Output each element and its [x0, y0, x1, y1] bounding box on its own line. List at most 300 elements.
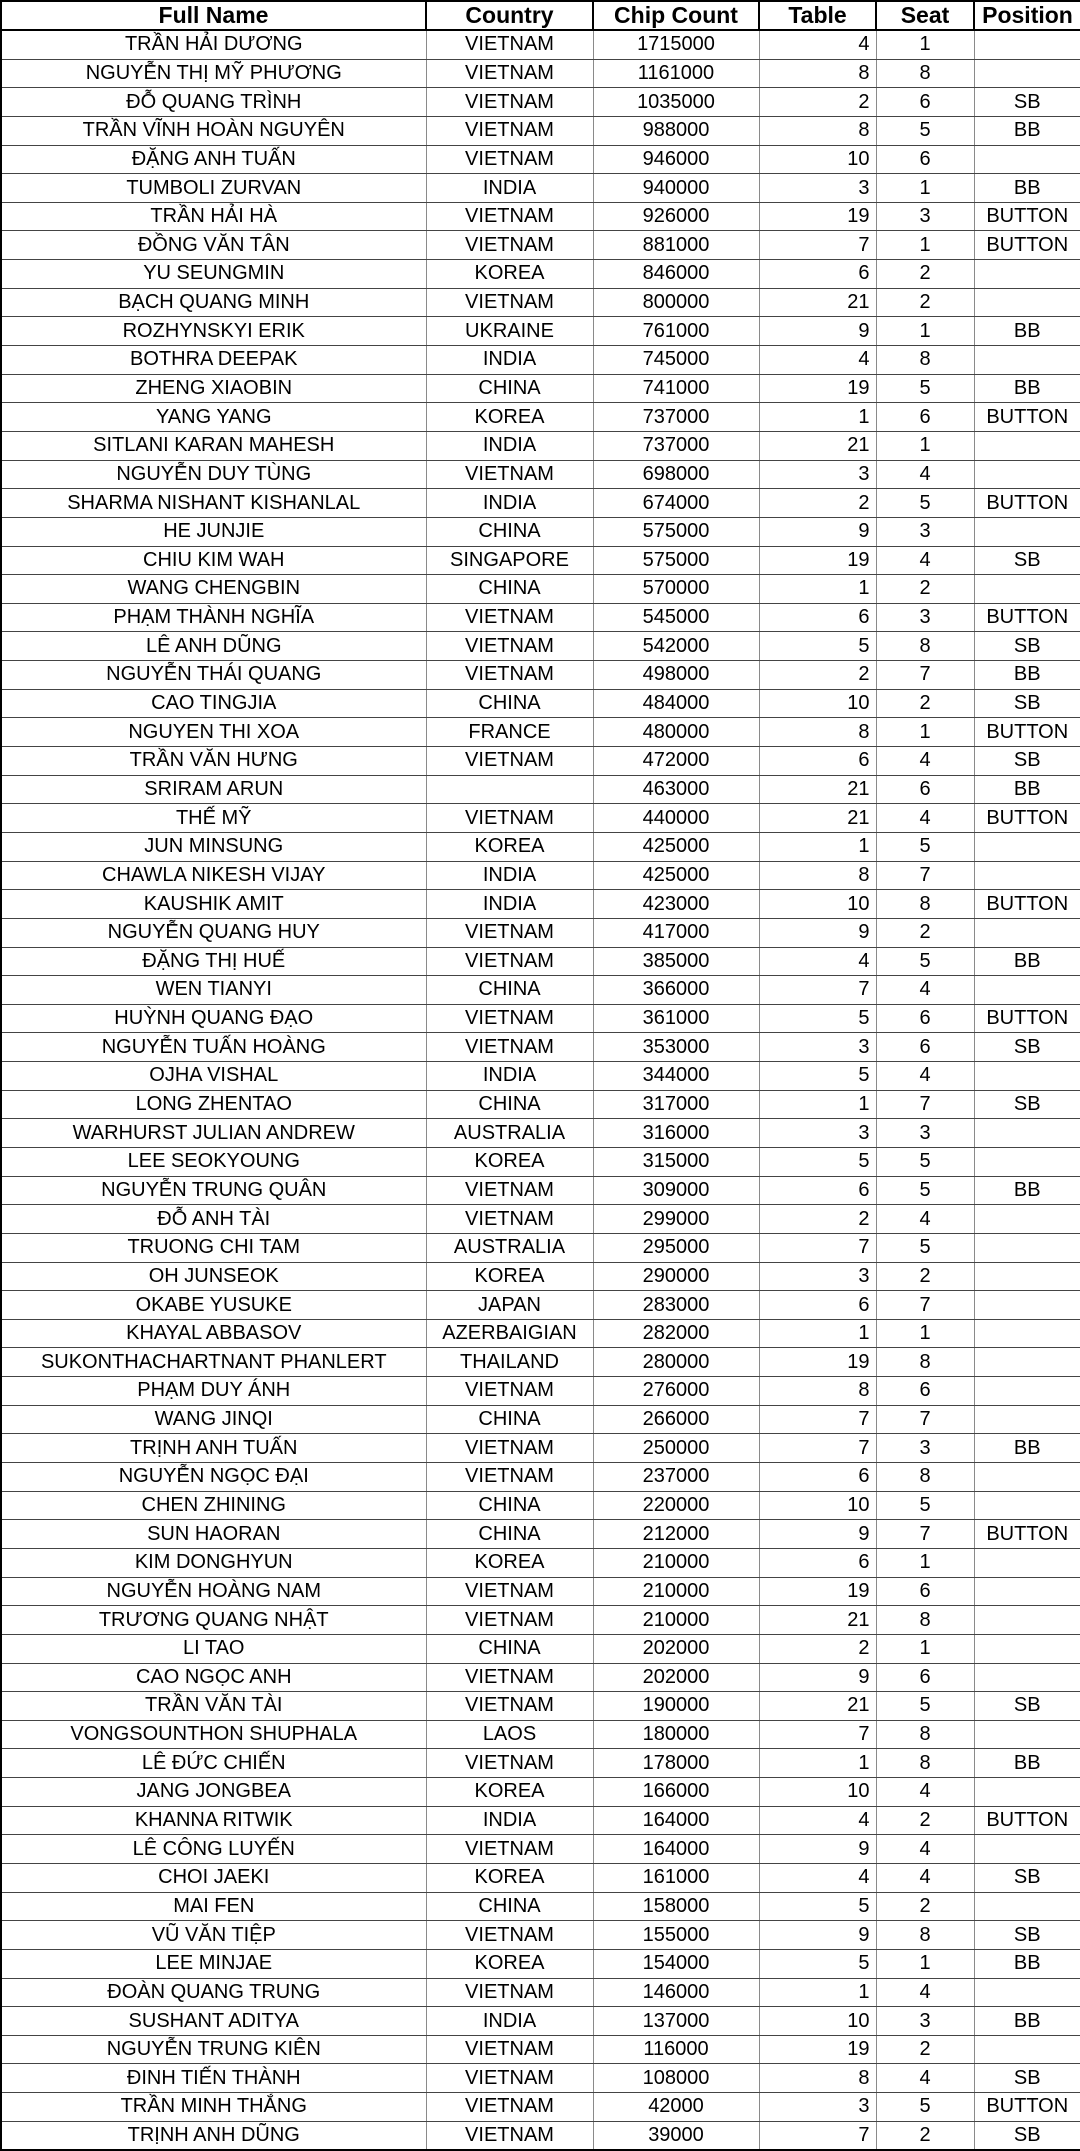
cell-seat: 3 — [876, 1434, 974, 1463]
cell-seat: 4 — [876, 1205, 974, 1234]
cell-name: WARHURST JULIAN ANDREW — [1, 1119, 426, 1148]
cell-seat: 6 — [876, 88, 974, 117]
table-row — [1, 403, 1080, 432]
cell-table: 2 — [759, 1634, 876, 1663]
cell-seat: 5 — [876, 1147, 974, 1176]
cell-chips: 698000 — [593, 460, 759, 489]
cell-name: CHOI JAEKI — [1, 1864, 426, 1893]
cell-country: CHINA — [426, 1634, 593, 1663]
cell-name: WANG CHENGBIN — [1, 575, 426, 604]
cell-seat: 4 — [876, 460, 974, 489]
cell-table: 4 — [759, 30, 876, 59]
cell-chips: 295000 — [593, 1233, 759, 1262]
table-row — [1, 918, 1080, 947]
cell-name: ĐOÀN QUANG TRUNG — [1, 1978, 426, 2007]
cell-chips: 108000 — [593, 2064, 759, 2093]
cell-seat: 7 — [876, 1090, 974, 1119]
cell-chips: 575000 — [593, 517, 759, 546]
cell-chips: 946000 — [593, 145, 759, 174]
table-row — [1, 747, 1080, 776]
cell-table: 6 — [759, 1548, 876, 1577]
cell-position — [974, 1634, 1080, 1663]
cell-table: 21 — [759, 288, 876, 317]
cell-position: SB — [974, 2121, 1080, 2150]
cell-country: VIETNAM — [426, 1692, 593, 1721]
cell-seat: 2 — [876, 288, 974, 317]
table-row — [1, 1949, 1080, 1978]
cell-country: KOREA — [426, 1262, 593, 1291]
cell-chips: 926000 — [593, 202, 759, 231]
cell-chips: 220000 — [593, 1491, 759, 1520]
cell-table: 5 — [759, 1062, 876, 1091]
cell-name: ZHENG XIAOBIN — [1, 374, 426, 403]
cell-position — [974, 288, 1080, 317]
cell-country: AZERBAIGIAN — [426, 1319, 593, 1348]
cell-name: SRIRAM ARUN — [1, 775, 426, 804]
cell-country: KOREA — [426, 403, 593, 432]
table-row — [1, 1176, 1080, 1205]
cell-name: ĐỒNG VĂN TÂN — [1, 231, 426, 260]
cell-position — [974, 1463, 1080, 1492]
cell-table: 5 — [759, 1004, 876, 1033]
cell-table: 2 — [759, 1205, 876, 1234]
cell-position: BUTTON — [974, 231, 1080, 260]
cell-seat: 3 — [876, 2007, 974, 2036]
cell-name: KHANNA RITWIK — [1, 1806, 426, 1835]
cell-table: 4 — [759, 1864, 876, 1893]
cell-name: ĐẶNG THỊ HUẾ — [1, 947, 426, 976]
cell-seat: 1 — [876, 30, 974, 59]
cell-name: VŨ VĂN TIỆP — [1, 1921, 426, 1950]
cell-name: NGUYEN THI XOA — [1, 718, 426, 747]
cell-name: TRỊNH ANH TUẤN — [1, 1434, 426, 1463]
cell-position — [974, 59, 1080, 88]
cell-seat: 7 — [876, 861, 974, 890]
cell-chips: 737000 — [593, 403, 759, 432]
cell-chips: 385000 — [593, 947, 759, 976]
cell-position — [974, 1835, 1080, 1864]
cell-name: CHEN ZHINING — [1, 1491, 426, 1520]
cell-country: KOREA — [426, 1864, 593, 1893]
cell-name: NGUYỄN TUẤN HOÀNG — [1, 1033, 426, 1062]
cell-name: TRẦN HẢI DƯƠNG — [1, 30, 426, 59]
cell-name: TRUONG CHI TAM — [1, 1233, 426, 1262]
cell-name: LI TAO — [1, 1634, 426, 1663]
cell-chips: 575000 — [593, 546, 759, 575]
cell-position: BB — [974, 1949, 1080, 1978]
cell-chips: 158000 — [593, 1892, 759, 1921]
cell-position: BUTTON — [974, 718, 1080, 747]
cell-chips: 1715000 — [593, 30, 759, 59]
cell-country: INDIA — [426, 890, 593, 919]
table-row — [1, 202, 1080, 231]
cell-name: KHAYAL ABBASOV — [1, 1319, 426, 1348]
cell-name: NGUYỄN NGỌC ĐẠI — [1, 1463, 426, 1492]
cell-name: SUSHANT ADITYA — [1, 2007, 426, 2036]
cell-country: KOREA — [426, 1548, 593, 1577]
table-row — [1, 88, 1080, 117]
cell-position: BUTTON — [974, 804, 1080, 833]
cell-position — [974, 1606, 1080, 1635]
cell-position: BUTTON — [974, 1806, 1080, 1835]
cell-seat: 5 — [876, 2093, 974, 2122]
cell-position: BUTTON — [974, 1520, 1080, 1549]
cell-seat: 5 — [876, 947, 974, 976]
cell-table: 21 — [759, 1692, 876, 1721]
cell-country: INDIA — [426, 346, 593, 375]
cell-table: 21 — [759, 431, 876, 460]
cell-table: 8 — [759, 116, 876, 145]
cell-table: 2 — [759, 489, 876, 518]
cell-country: KOREA — [426, 832, 593, 861]
cell-name: PHẠM DUY ÁNH — [1, 1377, 426, 1406]
cell-chips: 154000 — [593, 1949, 759, 1978]
cell-chips: 800000 — [593, 288, 759, 317]
cell-name: LÊ CÔNG LUYẾN — [1, 1835, 426, 1864]
cell-position: BUTTON — [974, 202, 1080, 231]
cell-name: SUN HAORAN — [1, 1520, 426, 1549]
cell-table: 21 — [759, 1606, 876, 1635]
cell-seat: 8 — [876, 1463, 974, 1492]
table-row — [1, 718, 1080, 747]
table-row — [1, 1520, 1080, 1549]
cell-country: VIETNAM — [426, 116, 593, 145]
table-row — [1, 546, 1080, 575]
cell-table: 10 — [759, 689, 876, 718]
cell-table: 2 — [759, 661, 876, 690]
cell-chips: 344000 — [593, 1062, 759, 1091]
cell-table: 8 — [759, 1377, 876, 1406]
cell-table: 6 — [759, 603, 876, 632]
cell-country: VIETNAM — [426, 747, 593, 776]
table-row — [1, 1491, 1080, 1520]
cell-table: 19 — [759, 1577, 876, 1606]
cell-country: INDIA — [426, 174, 593, 203]
cell-chips: 353000 — [593, 1033, 759, 1062]
cell-seat: 2 — [876, 1806, 974, 1835]
cell-position: BB — [974, 1749, 1080, 1778]
cell-table: 21 — [759, 775, 876, 804]
cell-name: TRƯƠNG QUANG NHẬT — [1, 1606, 426, 1635]
cell-table: 6 — [759, 1176, 876, 1205]
cell-chips: 940000 — [593, 174, 759, 203]
cell-position: BUTTON — [974, 489, 1080, 518]
cell-country: CHINA — [426, 1405, 593, 1434]
cell-position — [974, 1377, 1080, 1406]
cell-country: THAILAND — [426, 1348, 593, 1377]
cell-country: VIETNAM — [426, 2121, 593, 2150]
table-row — [1, 1606, 1080, 1635]
cell-table: 1 — [759, 832, 876, 861]
cell-table: 4 — [759, 346, 876, 375]
cell-chips: 1035000 — [593, 88, 759, 117]
cell-seat: 1 — [876, 1319, 974, 1348]
cell-seat: 4 — [876, 976, 974, 1005]
cell-position — [974, 1147, 1080, 1176]
table-row — [1, 431, 1080, 460]
cell-name: SHARMA NISHANT KISHANLAL — [1, 489, 426, 518]
cell-seat: 7 — [876, 1520, 974, 1549]
cell-seat: 1 — [876, 1548, 974, 1577]
cell-position: BB — [974, 174, 1080, 203]
cell-chips: 317000 — [593, 1090, 759, 1119]
cell-table: 5 — [759, 1949, 876, 1978]
table-row — [1, 2035, 1080, 2064]
cell-chips: 741000 — [593, 374, 759, 403]
cell-seat: 8 — [876, 1921, 974, 1950]
cell-chips: 280000 — [593, 1348, 759, 1377]
cell-name: HE JUNJIE — [1, 517, 426, 546]
cell-chips: 190000 — [593, 1692, 759, 1721]
cell-table: 1 — [759, 403, 876, 432]
cell-chips: 472000 — [593, 747, 759, 776]
table-row — [1, 1692, 1080, 1721]
cell-name: CHIU KIM WAH — [1, 546, 426, 575]
cell-position — [974, 1978, 1080, 2007]
cell-seat: 1 — [876, 1949, 974, 1978]
cell-name: TRẦN VĂN TÀI — [1, 1692, 426, 1721]
cell-chips: 202000 — [593, 1663, 759, 1692]
cell-table: 9 — [759, 517, 876, 546]
cell-seat: 4 — [876, 2064, 974, 2093]
table-row — [1, 947, 1080, 976]
cell-table: 3 — [759, 1119, 876, 1148]
cell-table: 5 — [759, 1147, 876, 1176]
cell-country: CHINA — [426, 517, 593, 546]
cell-chips: 737000 — [593, 431, 759, 460]
table-row — [1, 890, 1080, 919]
cell-name: THẾ MỸ — [1, 804, 426, 833]
cell-country: VIETNAM — [426, 59, 593, 88]
table-row — [1, 603, 1080, 632]
cell-name: NGUYỄN HOÀNG NAM — [1, 1577, 426, 1606]
cell-name: NGUYỄN TRUNG QUÂN — [1, 1176, 426, 1205]
cell-chips: 155000 — [593, 1921, 759, 1950]
table-row — [1, 317, 1080, 346]
cell-seat: 8 — [876, 890, 974, 919]
cell-seat: 6 — [876, 1004, 974, 1033]
cell-position — [974, 1720, 1080, 1749]
cell-country: AUSTRALIA — [426, 1233, 593, 1262]
cell-country: VIETNAM — [426, 30, 593, 59]
cell-seat: 2 — [876, 1262, 974, 1291]
cell-chips: 137000 — [593, 2007, 759, 2036]
table-row — [1, 116, 1080, 145]
table-row — [1, 1004, 1080, 1033]
cell-country: UKRAINE — [426, 317, 593, 346]
cell-table: 6 — [759, 260, 876, 289]
cell-table: 7 — [759, 1434, 876, 1463]
cell-chips: 266000 — [593, 1405, 759, 1434]
cell-name: BẠCH QUANG MINH — [1, 288, 426, 317]
cell-chips: 463000 — [593, 775, 759, 804]
table-row — [1, 1463, 1080, 1492]
cell-name: LÊ ĐỨC CHIẾN — [1, 1749, 426, 1778]
cell-country: VIETNAM — [426, 804, 593, 833]
cell-table: 9 — [759, 1663, 876, 1692]
cell-table: 3 — [759, 1033, 876, 1062]
cell-name: NGUYỄN THÁI QUANG — [1, 661, 426, 690]
cell-table: 7 — [759, 976, 876, 1005]
cell-country: INDIA — [426, 2007, 593, 2036]
cell-country: VIETNAM — [426, 918, 593, 947]
table-row — [1, 374, 1080, 403]
cell-seat: 2 — [876, 1892, 974, 1921]
cell-seat: 1 — [876, 317, 974, 346]
cell-seat: 4 — [876, 747, 974, 776]
cell-table: 1 — [759, 1749, 876, 1778]
cell-position: BB — [974, 1434, 1080, 1463]
cell-chips: 570000 — [593, 575, 759, 604]
table-row — [1, 632, 1080, 661]
table-row — [1, 174, 1080, 203]
cell-position — [974, 575, 1080, 604]
cell-position — [974, 1262, 1080, 1291]
cell-country: KOREA — [426, 1147, 593, 1176]
cell-country: CHINA — [426, 689, 593, 718]
cell-seat: 6 — [876, 1377, 974, 1406]
cell-position — [974, 346, 1080, 375]
cell-country: VIETNAM — [426, 947, 593, 976]
cell-table: 6 — [759, 747, 876, 776]
cell-position: SB — [974, 546, 1080, 575]
cell-name: CHAWLA NIKESH VIJAY — [1, 861, 426, 890]
cell-seat: 8 — [876, 346, 974, 375]
cell-country: CHINA — [426, 1491, 593, 1520]
cell-position: SB — [974, 1090, 1080, 1119]
table-row — [1, 1348, 1080, 1377]
cell-country: AUSTRALIA — [426, 1119, 593, 1148]
cell-country: VIETNAM — [426, 2093, 593, 2122]
table-row — [1, 1806, 1080, 1835]
table-row — [1, 2121, 1080, 2150]
cell-country: INDIA — [426, 489, 593, 518]
cell-seat: 5 — [876, 489, 974, 518]
cell-seat: 4 — [876, 1778, 974, 1807]
cell-table: 2 — [759, 88, 876, 117]
cell-chips: 315000 — [593, 1147, 759, 1176]
cell-country: VIETNAM — [426, 632, 593, 661]
cell-table: 3 — [759, 174, 876, 203]
cell-country: SINGAPORE — [426, 546, 593, 575]
cell-country: VIETNAM — [426, 661, 593, 690]
cell-seat: 7 — [876, 1291, 974, 1320]
cell-chips: 417000 — [593, 918, 759, 947]
cell-name: NGUYỄN QUANG HUY — [1, 918, 426, 947]
cell-name: ĐẶNG ANH TUẤN — [1, 145, 426, 174]
cell-chips: 1161000 — [593, 59, 759, 88]
cell-seat: 3 — [876, 603, 974, 632]
cell-country: FRANCE — [426, 718, 593, 747]
cell-seat: 4 — [876, 1864, 974, 1893]
cell-chips: 484000 — [593, 689, 759, 718]
cell-name: CAO NGỌC ANH — [1, 1663, 426, 1692]
cell-chips: 425000 — [593, 861, 759, 890]
cell-table: 5 — [759, 1892, 876, 1921]
cell-chips: 166000 — [593, 1778, 759, 1807]
table-row — [1, 1978, 1080, 2007]
cell-position: BB — [974, 1176, 1080, 1205]
cell-position: BB — [974, 661, 1080, 690]
column-header-seat: Seat — [876, 1, 974, 30]
cell-table: 9 — [759, 1520, 876, 1549]
cell-seat: 3 — [876, 202, 974, 231]
cell-chips: 42000 — [593, 2093, 759, 2122]
cell-seat: 2 — [876, 918, 974, 947]
cell-chips: 210000 — [593, 1548, 759, 1577]
table-row — [1, 59, 1080, 88]
cell-table: 19 — [759, 2035, 876, 2064]
cell-position: BUTTON — [974, 2093, 1080, 2122]
cell-country: INDIA — [426, 1806, 593, 1835]
cell-position: SB — [974, 1692, 1080, 1721]
cell-country: VIETNAM — [426, 460, 593, 489]
cell-position: BB — [974, 116, 1080, 145]
cell-seat: 1 — [876, 231, 974, 260]
cell-country: VIETNAM — [426, 1663, 593, 1692]
cell-chips: 283000 — [593, 1291, 759, 1320]
cell-chips: 498000 — [593, 661, 759, 690]
cell-position: SB — [974, 689, 1080, 718]
cell-table: 4 — [759, 1806, 876, 1835]
cell-table: 3 — [759, 1262, 876, 1291]
table-row — [1, 861, 1080, 890]
table-row — [1, 1147, 1080, 1176]
cell-table: 7 — [759, 1720, 876, 1749]
cell-seat: 1 — [876, 431, 974, 460]
cell-position: SB — [974, 88, 1080, 117]
cell-table: 7 — [759, 2121, 876, 2150]
cell-table: 10 — [759, 145, 876, 174]
cell-position: BB — [974, 374, 1080, 403]
cell-position: BB — [974, 317, 1080, 346]
table-row — [1, 1319, 1080, 1348]
cell-country: CHINA — [426, 1090, 593, 1119]
cell-table: 19 — [759, 202, 876, 231]
table-row — [1, 1033, 1080, 1062]
cell-country: VIETNAM — [426, 1835, 593, 1864]
cell-table: 1 — [759, 1978, 876, 2007]
cell-seat: 2 — [876, 2121, 974, 2150]
cell-country: CHINA — [426, 575, 593, 604]
cell-position — [974, 1233, 1080, 1262]
cell-chips: 250000 — [593, 1434, 759, 1463]
cell-seat: 1 — [876, 1634, 974, 1663]
cell-seat: 6 — [876, 1663, 974, 1692]
cell-chips: 309000 — [593, 1176, 759, 1205]
cell-seat: 6 — [876, 145, 974, 174]
cell-chips: 440000 — [593, 804, 759, 833]
cell-name: ĐỖ QUANG TRÌNH — [1, 88, 426, 117]
table-row — [1, 689, 1080, 718]
cell-chips: 290000 — [593, 1262, 759, 1291]
cell-name: NGUYỄN DUY TÙNG — [1, 460, 426, 489]
cell-position: BUTTON — [974, 1004, 1080, 1033]
cell-chips: 164000 — [593, 1806, 759, 1835]
cell-table: 9 — [759, 1835, 876, 1864]
cell-seat: 7 — [876, 661, 974, 690]
table-row — [1, 1291, 1080, 1320]
cell-table: 9 — [759, 1921, 876, 1950]
cell-country: CHINA — [426, 976, 593, 1005]
table-row — [1, 804, 1080, 833]
cell-name: JUN MINSUNG — [1, 832, 426, 861]
cell-country: VIETNAM — [426, 2064, 593, 2093]
cell-country: KOREA — [426, 260, 593, 289]
table-row — [1, 231, 1080, 260]
cell-name: WEN TIANYI — [1, 976, 426, 1005]
table-row — [1, 1577, 1080, 1606]
